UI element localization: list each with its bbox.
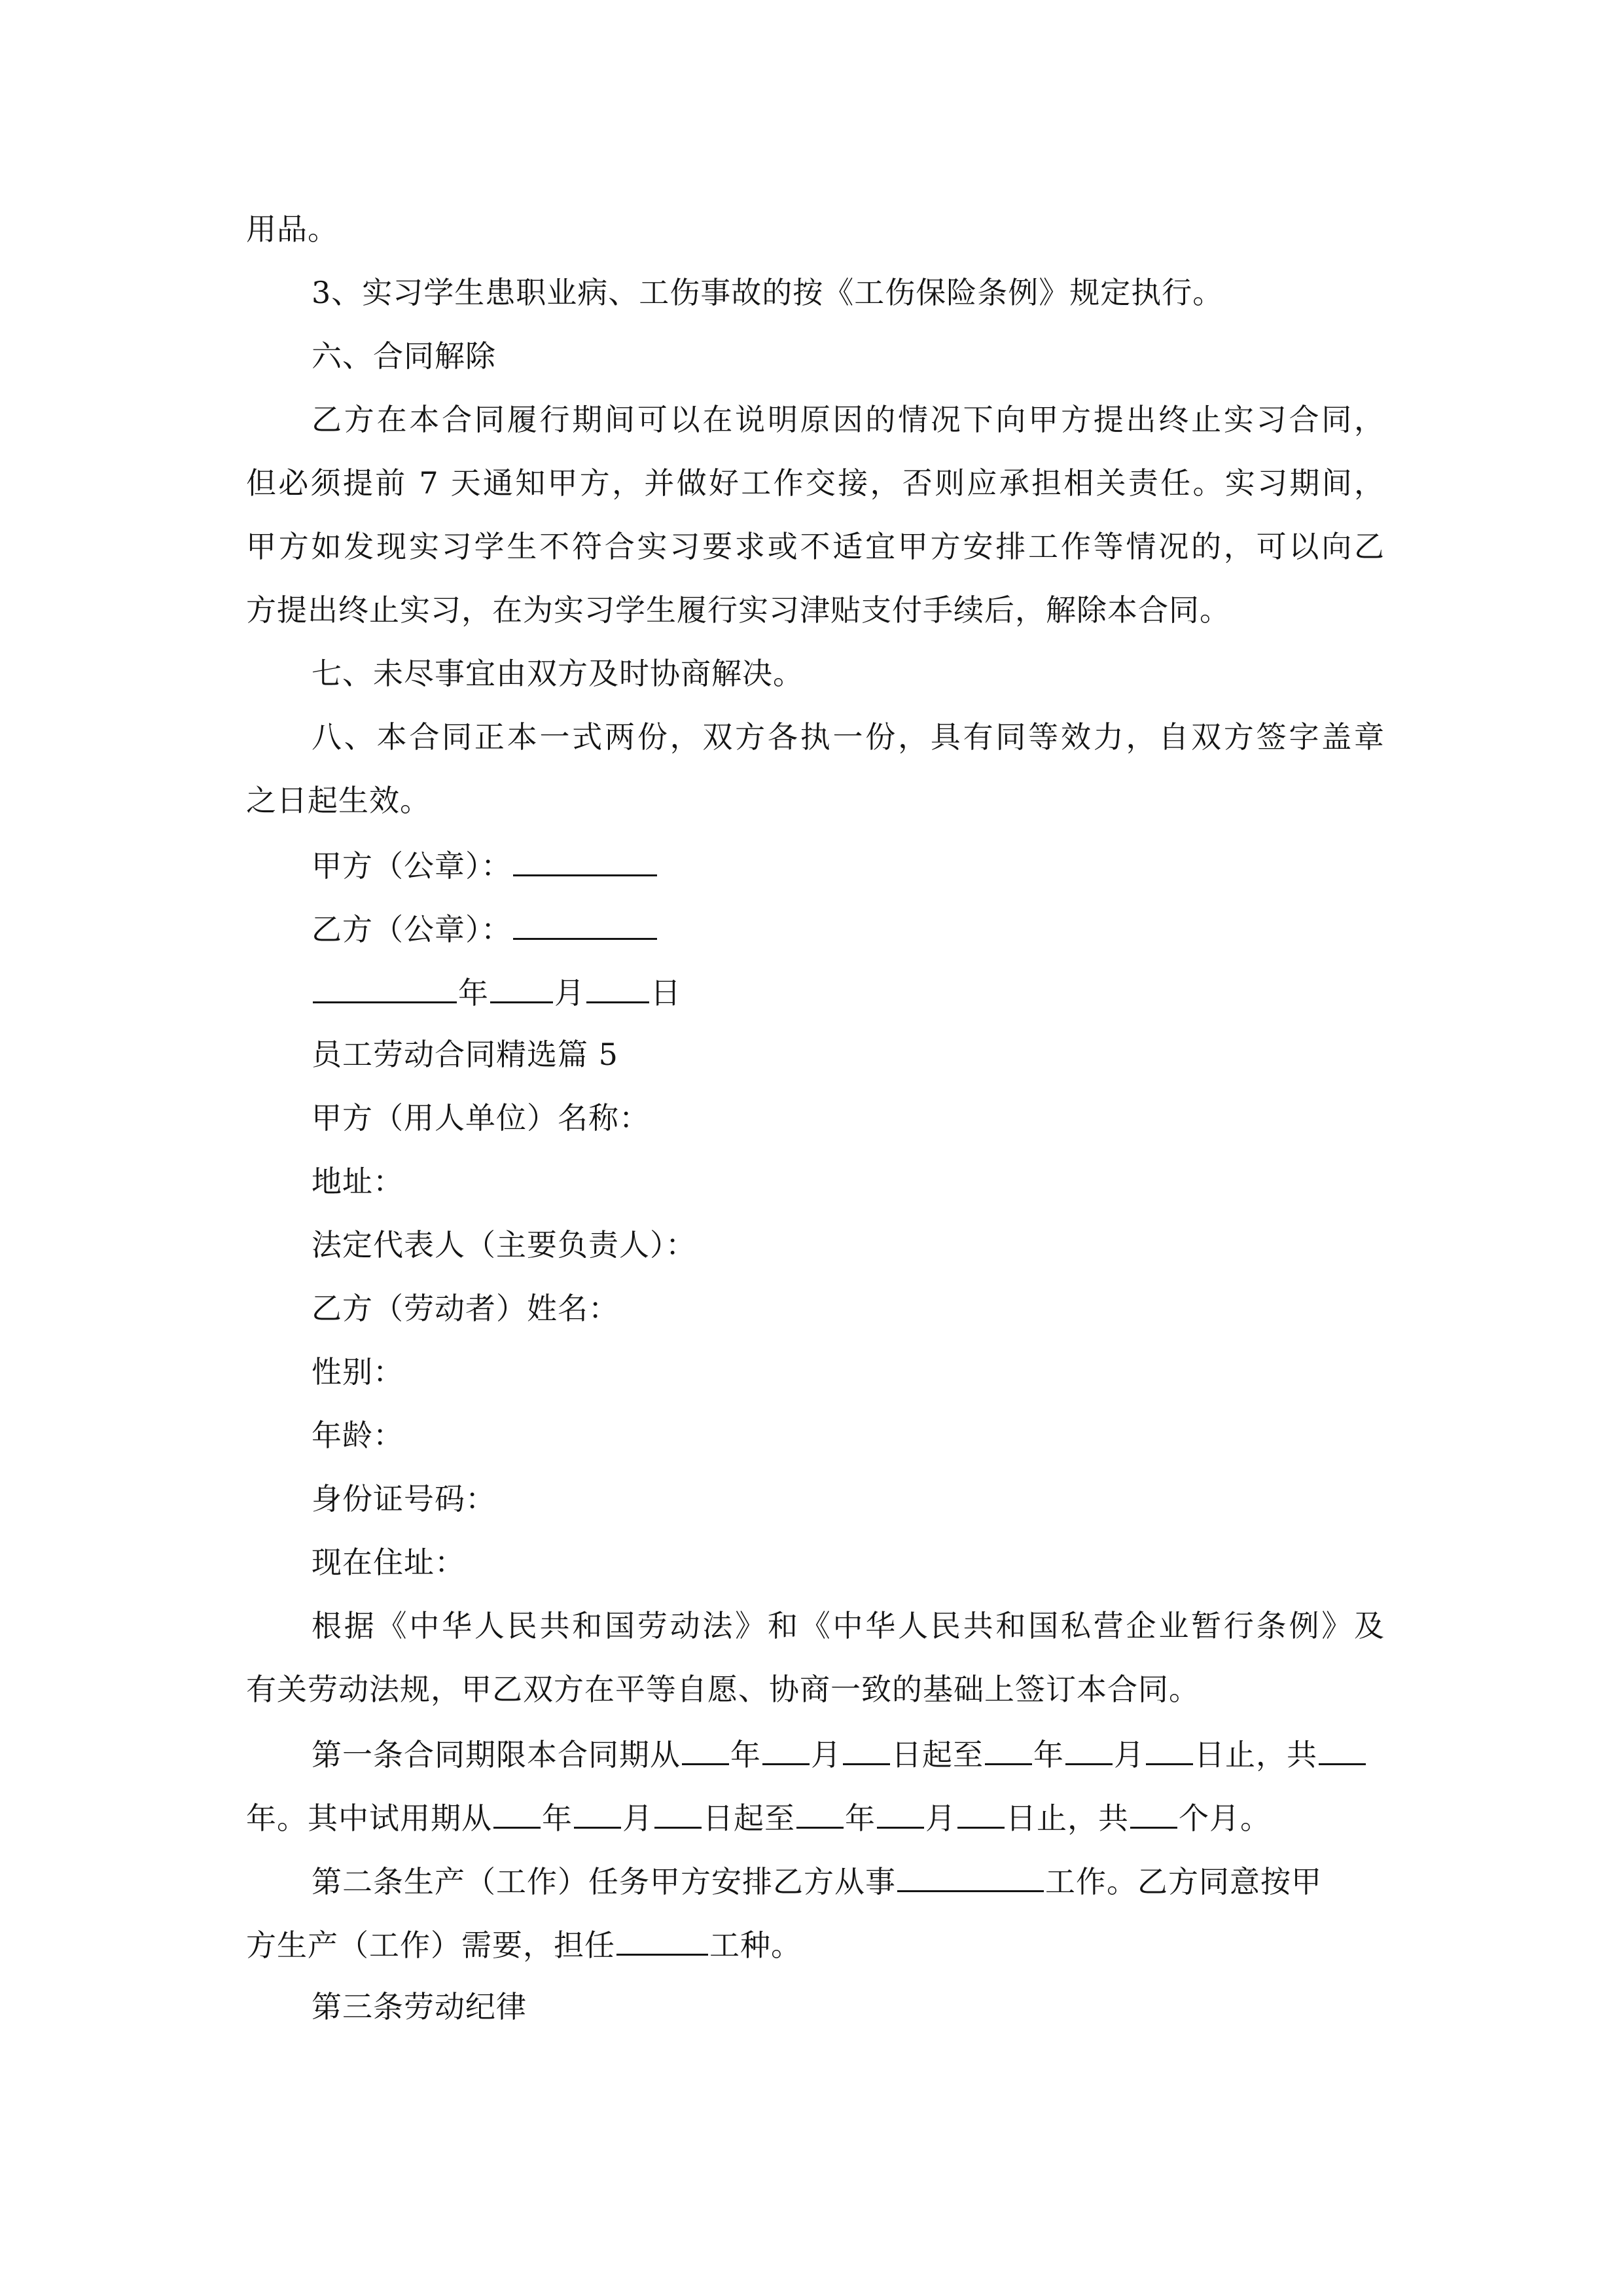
field-age: 年龄：	[312, 1418, 404, 1453]
blank-field[interactable]	[1319, 1733, 1366, 1765]
paragraph-line: 之日起生效。	[246, 783, 431, 818]
field-id-number: 身份证号码：	[312, 1481, 496, 1516]
paragraph-line: 方提出终止实习，在为实习学生履行实习津贴支付手续后，解除本合同。	[246, 592, 1230, 628]
blank-field[interactable]	[1065, 1733, 1113, 1765]
job-blank[interactable]	[897, 1860, 1044, 1892]
blank-field[interactable]	[762, 1733, 810, 1765]
paragraph-line: 乙方在本合同履行期间可以在说明原因的情况下向甲方提出终止实习合同，	[312, 402, 1385, 437]
signature-line-party-b	[312, 908, 1385, 947]
blank-field[interactable]	[1130, 1797, 1177, 1829]
article-1-line-1: 第一条合同期限本合同期从 年 月 日起至 年 月 日止，共	[312, 1733, 1385, 1772]
field-address: 地址：	[312, 1164, 404, 1199]
blank-field[interactable]	[682, 1733, 729, 1765]
article-2-line-1: 第二条生产（工作）任务甲方安排乙方从事 工作。乙方同意按甲	[312, 1860, 1385, 1899]
field-employee-name: 乙方（劳动者）姓名：	[312, 1291, 619, 1326]
month-blank[interactable]	[490, 971, 553, 1003]
party-a-blank[interactable]	[513, 844, 657, 876]
blank-field[interactable]	[654, 1797, 702, 1829]
blank-field[interactable]	[985, 1733, 1032, 1765]
paragraph-line: 七、未尽事宜由双方及时协商解决。	[312, 656, 804, 691]
date-line: 年 月 日	[312, 971, 1385, 1011]
year-blank[interactable]	[313, 971, 457, 1003]
blank-field[interactable]	[574, 1797, 621, 1829]
field-gender: 性别：	[312, 1354, 404, 1390]
party-b-blank[interactable]	[513, 908, 657, 940]
field-legal-representative: 法定代表人（主要负责人）：	[312, 1227, 696, 1263]
paragraph-line: 根据《中华人民共和国劳动法》和《中华人民共和国私营企业暂行条例》及	[312, 1608, 1385, 1643]
party-a-seal-label: 甲方（公章）：	[312, 848, 512, 884]
work-type-blank[interactable]	[616, 1924, 708, 1956]
field-employer-name: 甲方（用人单位）名称：	[312, 1100, 650, 1136]
paragraph-line: 甲方如发现实习学生不符合实习要求或不适宜甲方安排工作等情况的，可以向乙	[246, 529, 1385, 564]
paragraph-line: 八、本合同正本一式两份，双方各执一份，具有同等效力，自双方签字盖章	[312, 719, 1385, 755]
signature-line-party-a	[312, 844, 1385, 884]
blank-field[interactable]	[493, 1797, 541, 1829]
paragraph-line: 用品。	[246, 211, 338, 247]
paragraph-line: 有关劳动法规，甲乙双方在平等自愿、协商一致的基础上签订本合同。	[246, 1672, 1200, 1707]
blank-field[interactable]	[877, 1797, 924, 1829]
day-blank[interactable]	[586, 971, 649, 1003]
blank-field[interactable]	[1146, 1733, 1193, 1765]
article-3-heading: 第三条劳动纪律	[312, 1989, 527, 2024]
article-1-line-2: 年。其中试用期从 年 月 日起至 年 月 日止，共 个月。	[246, 1797, 1385, 1836]
article-2-line-2: 方生产（工作）需要，担任 工种。	[246, 1924, 1385, 1963]
blank-field[interactable]	[957, 1797, 1005, 1829]
party-b-seal-label: 乙方（公章）：	[312, 912, 512, 947]
blank-field[interactable]	[843, 1733, 890, 1765]
document-title: 员工劳动合同精选篇 5	[312, 1037, 618, 1072]
blank-field[interactable]	[796, 1797, 844, 1829]
section-heading: 六、合同解除	[312, 338, 496, 374]
paragraph-line: 但必须提前 7 天通知甲方，并做好工作交接，否则应承担相关责任。实习期间，	[246, 465, 1385, 501]
field-current-address: 现在住址：	[312, 1545, 465, 1580]
paragraph-line: 3、实习学生患职业病、工伤事故的按《工伤保险条例》规定执行。	[312, 275, 1224, 310]
